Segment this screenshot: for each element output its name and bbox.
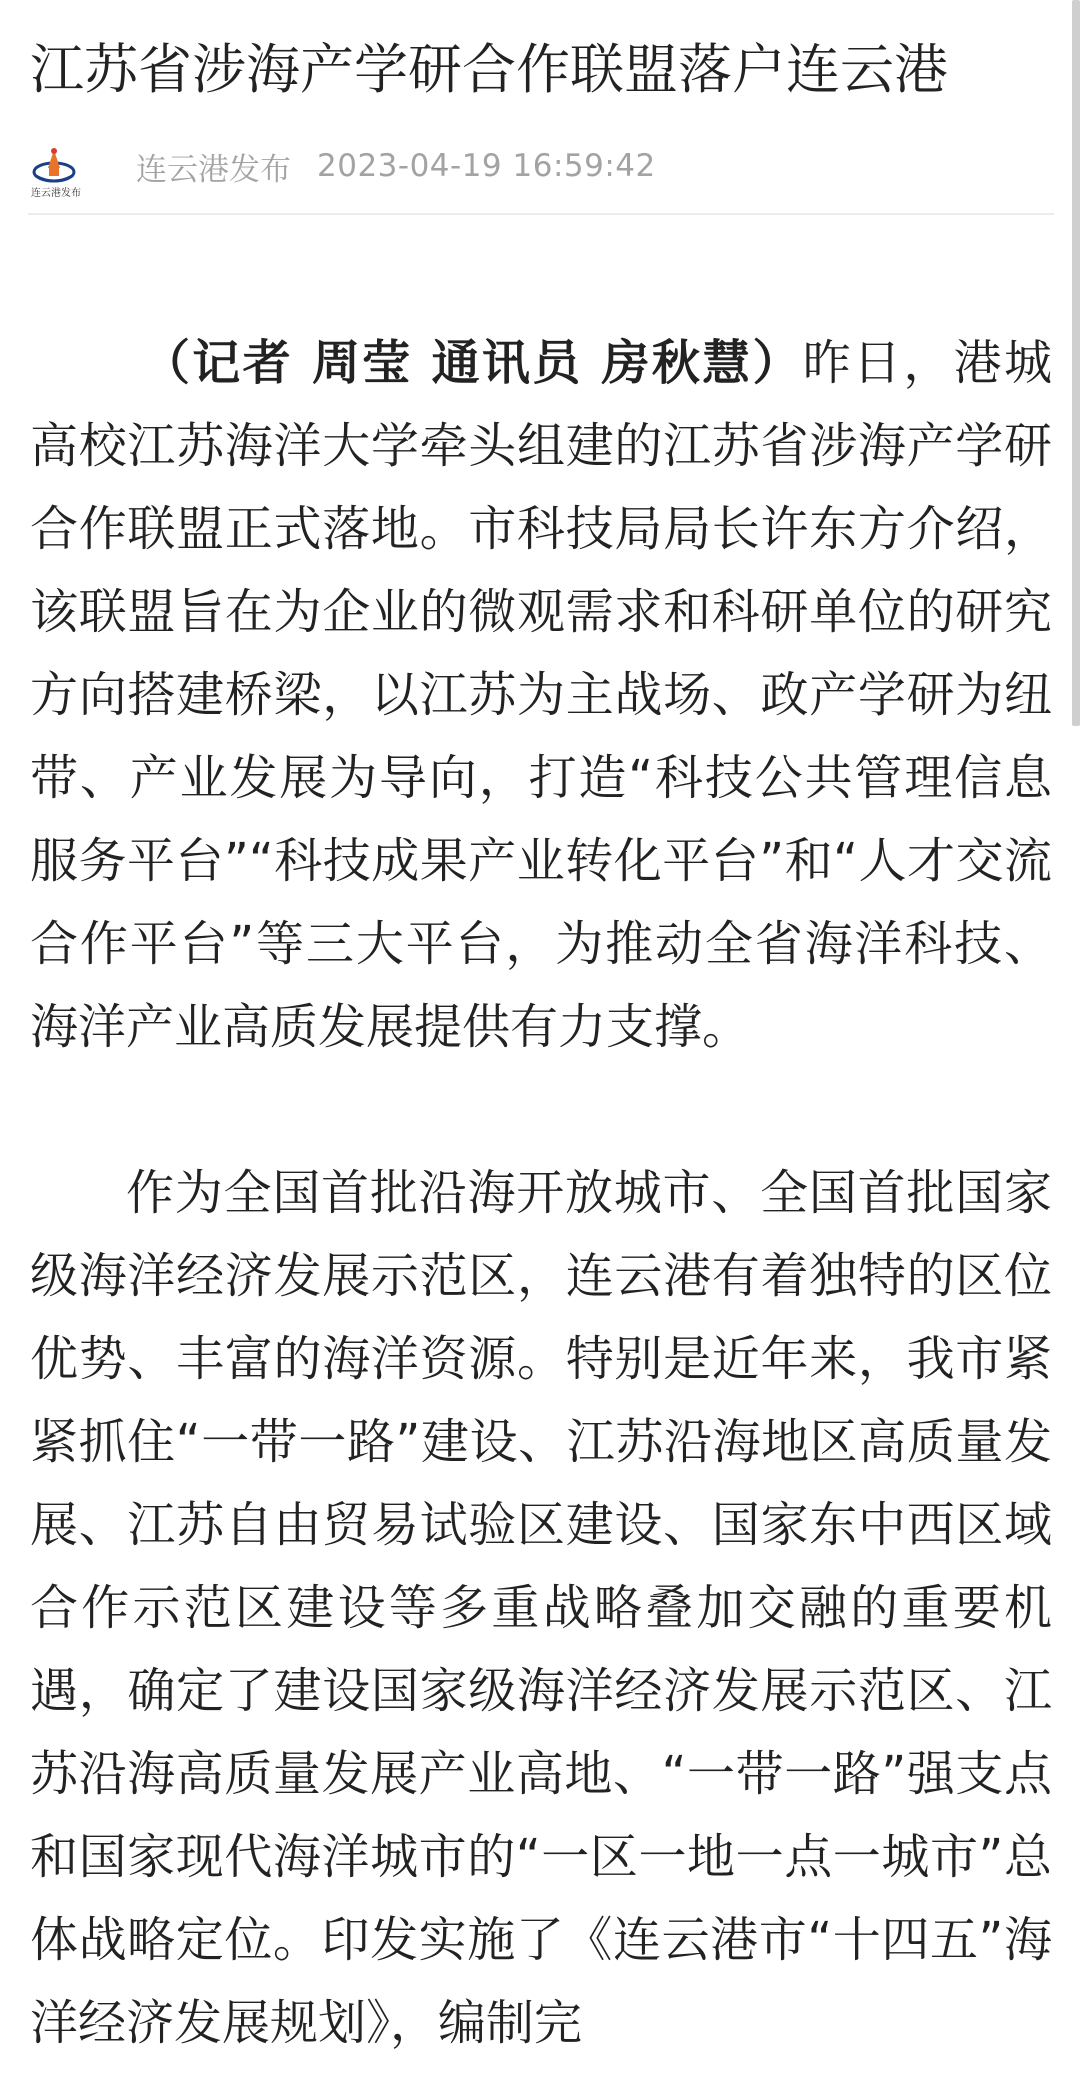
author-avatar[interactable]: [28, 142, 84, 198]
author-name[interactable]: 连云港发布: [136, 151, 291, 188]
article-title: 江苏省涉海产学研合作联盟落户连云港: [30, 38, 948, 101]
scrollbar[interactable]: [1072, 0, 1080, 726]
svg-text:连云港发布: 连云港发布: [31, 188, 81, 198]
paragraph-2: 作为全国首批沿海开放城市、全国首批国家级海洋经济发展示范区，连云港有着独特的区位优势、丰富的海洋资源。特别是近年来，我市紧紧抓住“一带一路”建设、江苏沿海地区高质量发展、江苏自由贸易试验区建设、国家东中西区域合作示范区建设等多重战略叠加交融的重要机遇，确定了建设国家级海洋经济发展示范区、江苏沿海高质量发展产业高地、“一带一路”强支点和国家现代海洋城市的“一区一地一点一城市”总体战略定位。印发实施了《连云港市“十四五”海洋经济发展规划》，编制完: [30, 1165, 1052, 2051]
publish-time: 2023-04-19 16:59:42: [317, 148, 656, 184]
paragraph-1: [30, 322, 1052, 1069]
reporter-byline: （记者 周莹 通讯员 房秋慧）: [142, 335, 803, 391]
article-body: [30, 322, 1052, 2065]
paragraph-1-text: 昨日，港城高校江苏海洋大学牵头组建的江苏省涉海产学研合作联盟正式落地。市科技局局长许东方介绍，该联盟旨在为企业的微观需求和科研单位的研究方向搭建桥梁，以江苏为主战场、政产学研为纽带、产业发展为导向，打造“科技公共管理信息服务平台”“科技成果产业转化平台”和“人才交流合作平台”等三大平台，为推动全省海洋科技、海洋产业高质发展提供有力支撑。: [30, 335, 1052, 1055]
article-meta: [28, 133, 1054, 215]
lianyungang-logo-icon: [28, 142, 84, 198]
